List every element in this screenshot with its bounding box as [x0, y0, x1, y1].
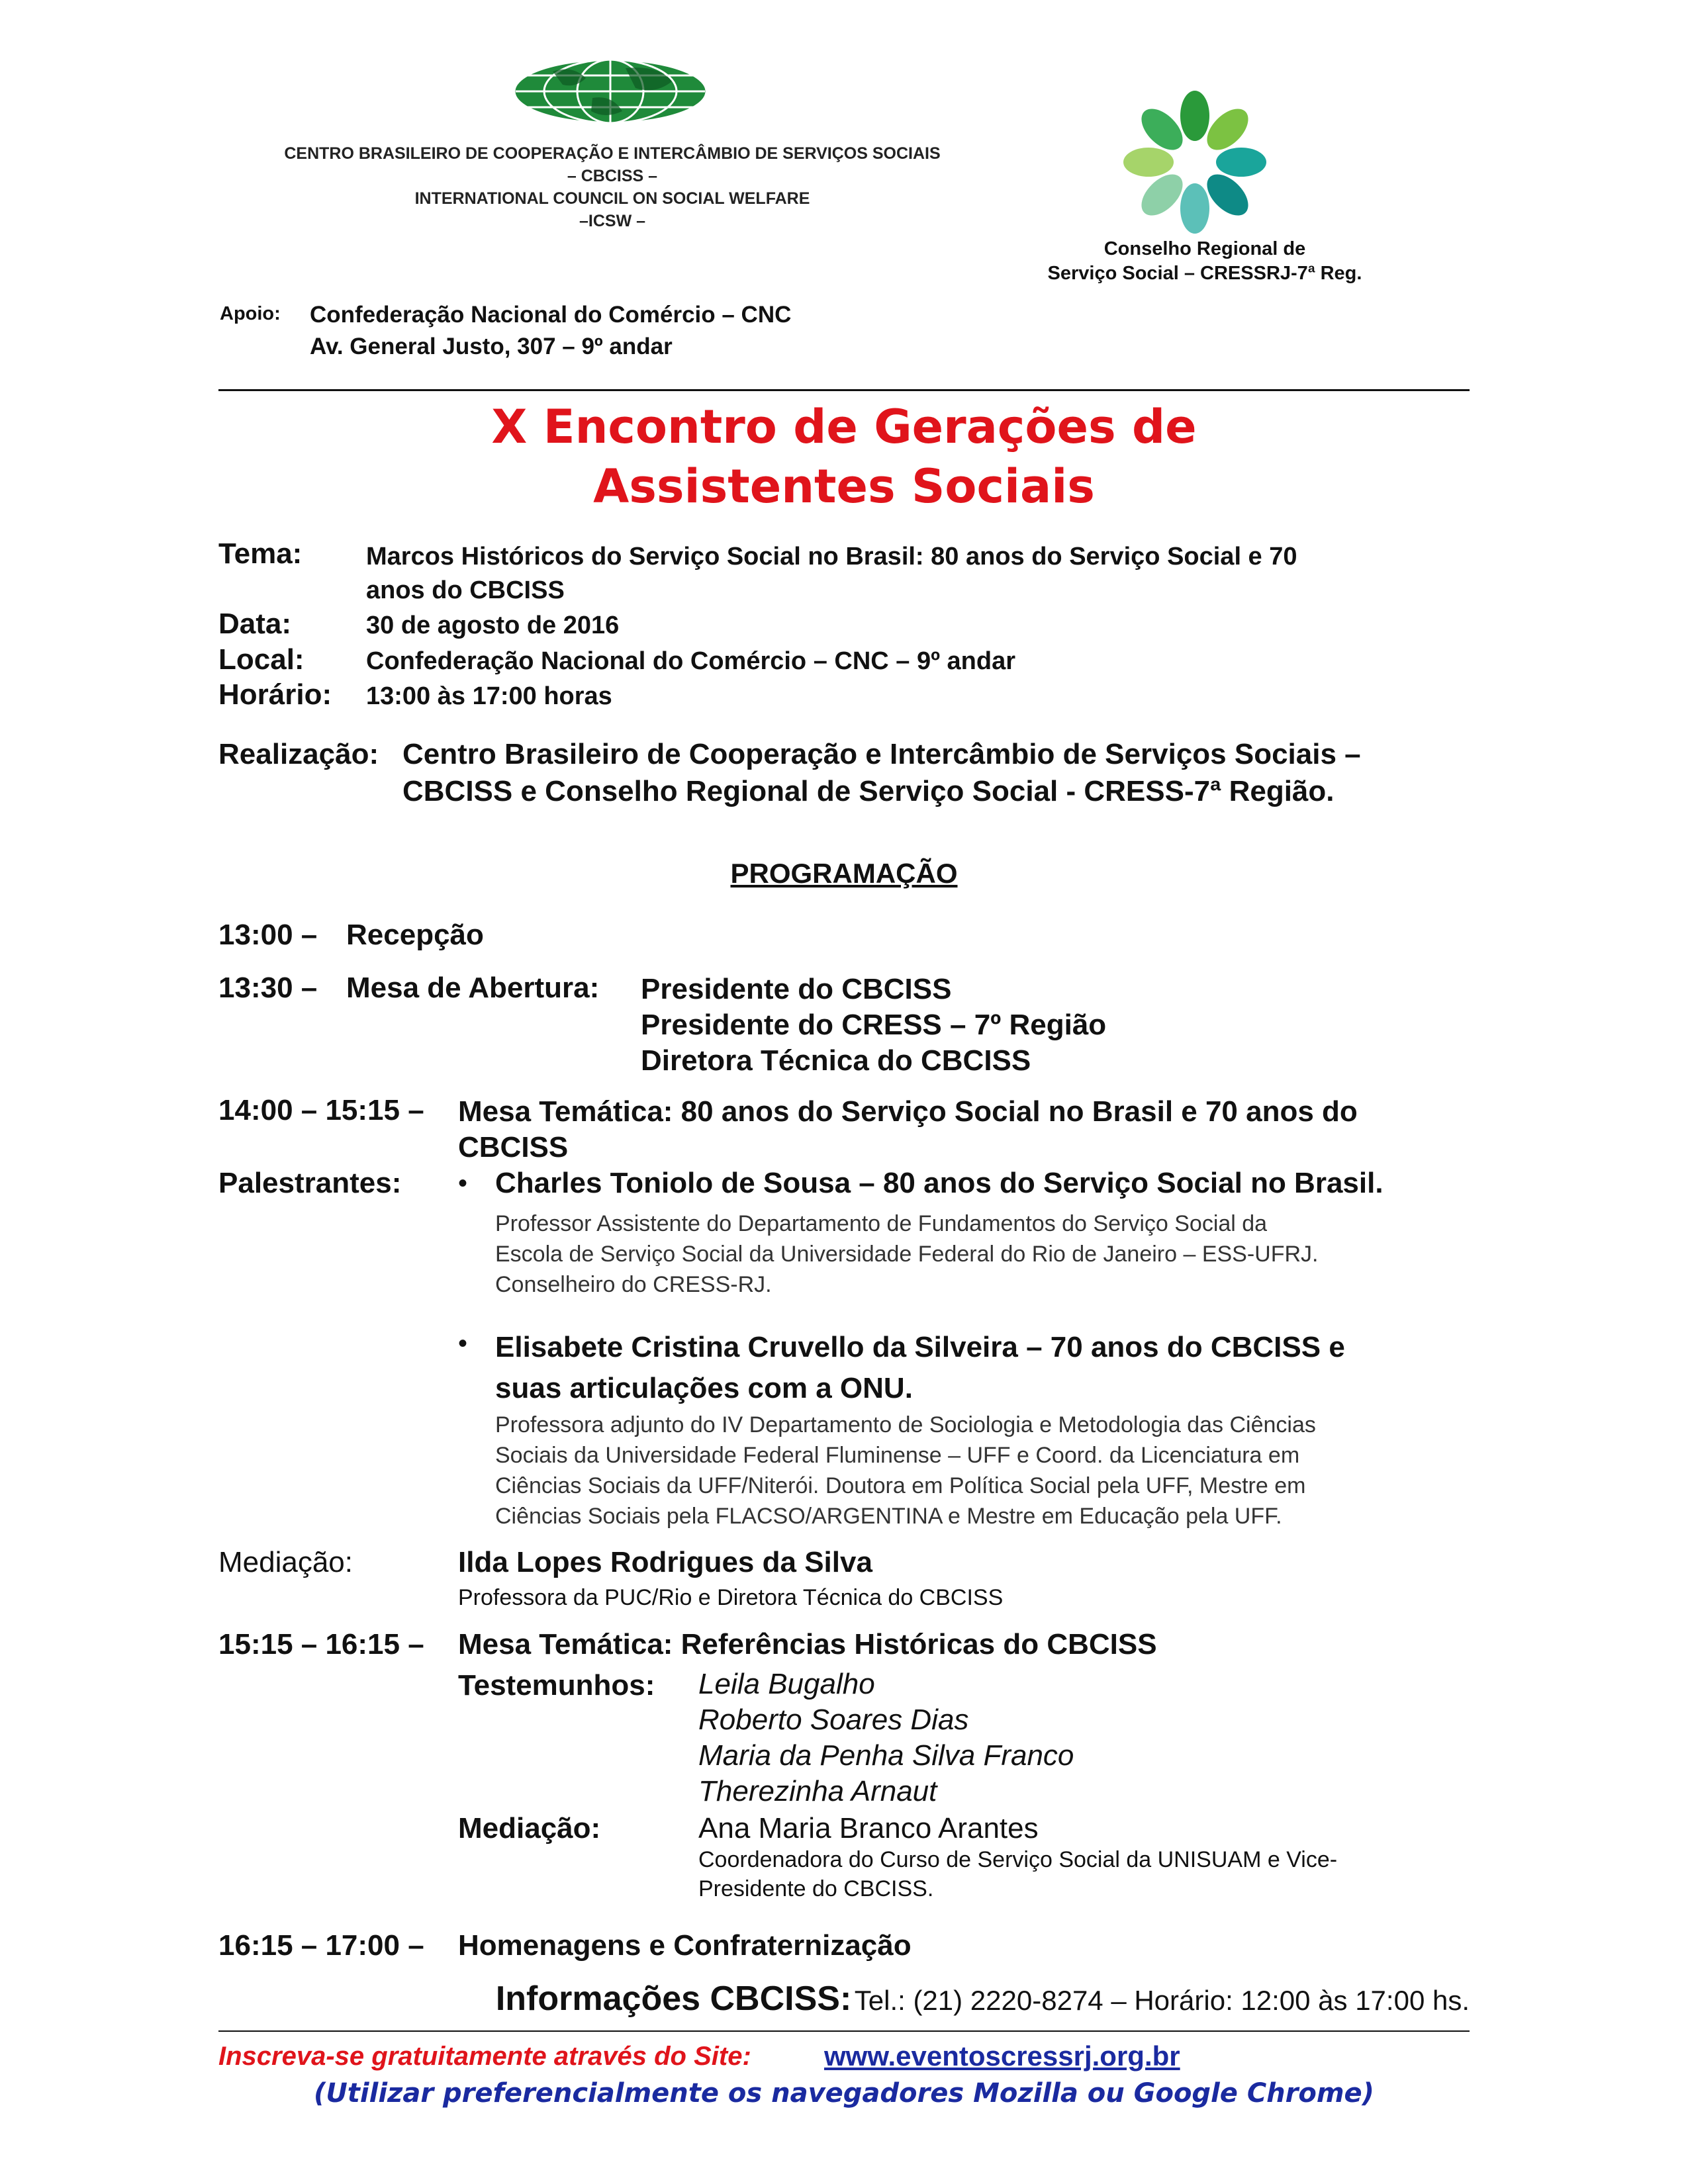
- speaker2-bio: [495, 1410, 1470, 1531]
- bio-line: Escola de Serviço Social da Universidade Federal do Rio de Janeiro – ESS-UFRJ.: [495, 1242, 1319, 1267]
- cress-hands-logo: [1119, 86, 1271, 238]
- site-link[interactable]: www.eventoscressrj.org.br: [824, 2040, 1180, 2071]
- recepcao-label: Recepção: [346, 919, 484, 951]
- abertura-item: Presidente do CRESS – 7º Região: [641, 1009, 1107, 1041]
- testemunho-item: Maria da Penha Silva Franco: [698, 1739, 1074, 1772]
- browser-note: (Utilizar preferencialmente os navegadores Mozilla ou Google Chrome): [314, 2078, 1374, 2109]
- speaker2-title: [495, 1327, 1470, 1409]
- inscreva-text: Inscreva-se gratuitamente através do Site:: [218, 2042, 751, 2071]
- abertura-item: Presidente do CBCISS: [641, 973, 952, 1005]
- tematica1-line: CBCISS: [458, 1131, 569, 1163]
- bullet-icon: •: [458, 1169, 468, 1198]
- bio-line: Sociais da Universidade Federal Fluminense – UFF e Coord. da Licenciatura em: [495, 1443, 1300, 1468]
- cbciss-org-name: [252, 142, 973, 232]
- cress-line: Serviço Social – CRESSRJ-7ª Reg.: [1047, 263, 1362, 284]
- org-line: – CBCISS –: [567, 167, 658, 185]
- tema-line: anos do CBCISS: [366, 576, 565, 604]
- realizacao-text: [402, 736, 1470, 810]
- abertura-label: Mesa de Abertura:: [346, 972, 600, 1004]
- abertura-list: [641, 972, 1106, 1079]
- cress-line: Conselho Regional de: [1103, 238, 1306, 259]
- title-line: Assistentes Sociais: [593, 459, 1095, 514]
- abertura-time: 13:30 –: [218, 972, 318, 1004]
- tematica1-line: Mesa Temática: 80 anos do Serviço Social no Brasil e 70 anos do: [458, 1095, 1358, 1128]
- realizacao-line: Centro Brasileiro de Cooperação e Intercâmbio de Serviços Sociais –: [402, 738, 1361, 770]
- tematica1-time: 14:00 – 15:15 –: [218, 1094, 424, 1126]
- header-divider: [218, 389, 1470, 391]
- programacao-heading: PROGRAMAÇÃO: [730, 858, 958, 889]
- bio-line: Professor Assistente do Departamento de Fundamentos do Serviço Social da: [495, 1211, 1268, 1236]
- title-line: X Encontro de Gerações de: [491, 400, 1197, 454]
- testemunho-item: Roberto Soares Dias: [698, 1704, 969, 1736]
- local-label: Local:: [218, 643, 305, 676]
- apoio-line: Confederação Nacional do Comércio – CNC: [310, 302, 792, 328]
- cress-name: [973, 237, 1436, 286]
- speaker1-title: Charles Toniolo de Sousa – 80 anos do Serviço Social no Brasil.: [495, 1167, 1383, 1199]
- info-rest: Tel.: (21) 2220-8274 – Horário: 12:00 às 17:00 hs.: [854, 1985, 1470, 2016]
- mediacao1-name: Ilda Lopes Rodrigues da Silva: [458, 1546, 872, 1578]
- abertura-item: Diretora Técnica do CBCISS: [641, 1044, 1031, 1077]
- horario-label: Horário:: [218, 678, 332, 711]
- speaker1-bio: [495, 1208, 1470, 1300]
- mediacao1-desc: Professora da PUC/Rio e Diretora Técnica do CBCISS: [458, 1585, 1004, 1610]
- info-bold: Informações CBCISS:: [495, 1979, 852, 2018]
- speaker2-line: Elisabete Cristina Cruvello da Silveira – 70 anos do CBCISS e: [495, 1331, 1345, 1363]
- tema-label: Tema:: [218, 537, 303, 570]
- testemunhos-list: [698, 1666, 1074, 1809]
- info-line: [394, 1979, 1470, 2019]
- mediacao2-desc-line: Coordenadora do Curso de Serviço Social da UNISUAM e Vice-: [698, 1847, 1338, 1872]
- realizacao-label: Realização:: [218, 738, 379, 770]
- tematica2-time: 15:15 – 16:15 –: [218, 1628, 424, 1661]
- bio-line: Professora adjunto do IV Departamento de Sociologia e Metodologia das Ciências: [495, 1412, 1316, 1437]
- bio-line: Ciências Sociais da UFF/Niterói. Doutora em Política Social pela UFF, Mestre em: [495, 1473, 1306, 1498]
- testemunhos-label: Testemunhos:: [458, 1669, 655, 1702]
- tematica1-title: [458, 1094, 1470, 1165]
- speaker2-line: suas articulações com a ONU.: [495, 1372, 913, 1404]
- recepcao-time: 13:00 –: [218, 919, 318, 951]
- org-line: CENTRO BRASILEIRO DE COOPERAÇÃO E INTERCÂMBIO DE SERVIÇOS SOCIAIS: [284, 144, 941, 163]
- data-value: 30 de agosto de 2016: [366, 612, 620, 639]
- local-value: Confederação Nacional do Comércio – CNC – 9º andar: [366, 647, 1016, 675]
- event-title: [218, 397, 1470, 516]
- final-time: 16:15 – 17:00 –: [218, 1929, 424, 1962]
- apoio-line: Av. General Justo, 307 – 9º andar: [310, 334, 673, 359]
- mediacao2-name: Ana Maria Branco Arantes: [698, 1812, 1039, 1844]
- org-line: –ICSW –: [579, 212, 646, 230]
- bullet-icon: •: [458, 1329, 468, 1358]
- realizacao-line: CBCISS e Conselho Regional de Serviço Social - CRESS-7ª Região.: [402, 775, 1335, 807]
- org-line: INTERNATIONAL COUNCIL ON SOCIAL WELFARE: [414, 189, 810, 208]
- tema-value: [366, 540, 1458, 608]
- mediacao2-desc: [698, 1845, 1470, 1903]
- mediacao2-desc-line: Presidente do CBCISS.: [698, 1876, 934, 1901]
- tematica2-title: Mesa Temática: Referências Históricas do CBCISS: [458, 1628, 1157, 1661]
- tema-line: Marcos Históricos do Serviço Social no Brasil: 80 anos do Serviço Social e 70: [366, 543, 1297, 570]
- palestrantes-label: Palestrantes:: [218, 1167, 402, 1199]
- bio-line: Conselheiro do CRESS-RJ.: [495, 1272, 772, 1297]
- footer-divider: [218, 2030, 1470, 2032]
- mediacao2-label: Mediação:: [458, 1812, 601, 1844]
- testemunho-item: Leila Bugalho: [698, 1668, 875, 1700]
- cbciss-globe-logo: [513, 58, 708, 124]
- testemunho-item: Therezinha Arnaut: [698, 1775, 937, 1807]
- apoio-label: Apoio:: [220, 303, 281, 324]
- data-label: Data:: [218, 608, 292, 640]
- mediacao1-label: Mediação:: [218, 1546, 353, 1578]
- final-label: Homenagens e Confraternização: [458, 1929, 912, 1962]
- horario-value: 13:00 às 17:00 horas: [366, 682, 612, 710]
- apoio-text: [310, 299, 791, 363]
- bio-line: Ciências Sociais pela FLACSO/ARGENTINA e Mestre em Educação pela UFF.: [495, 1504, 1282, 1529]
